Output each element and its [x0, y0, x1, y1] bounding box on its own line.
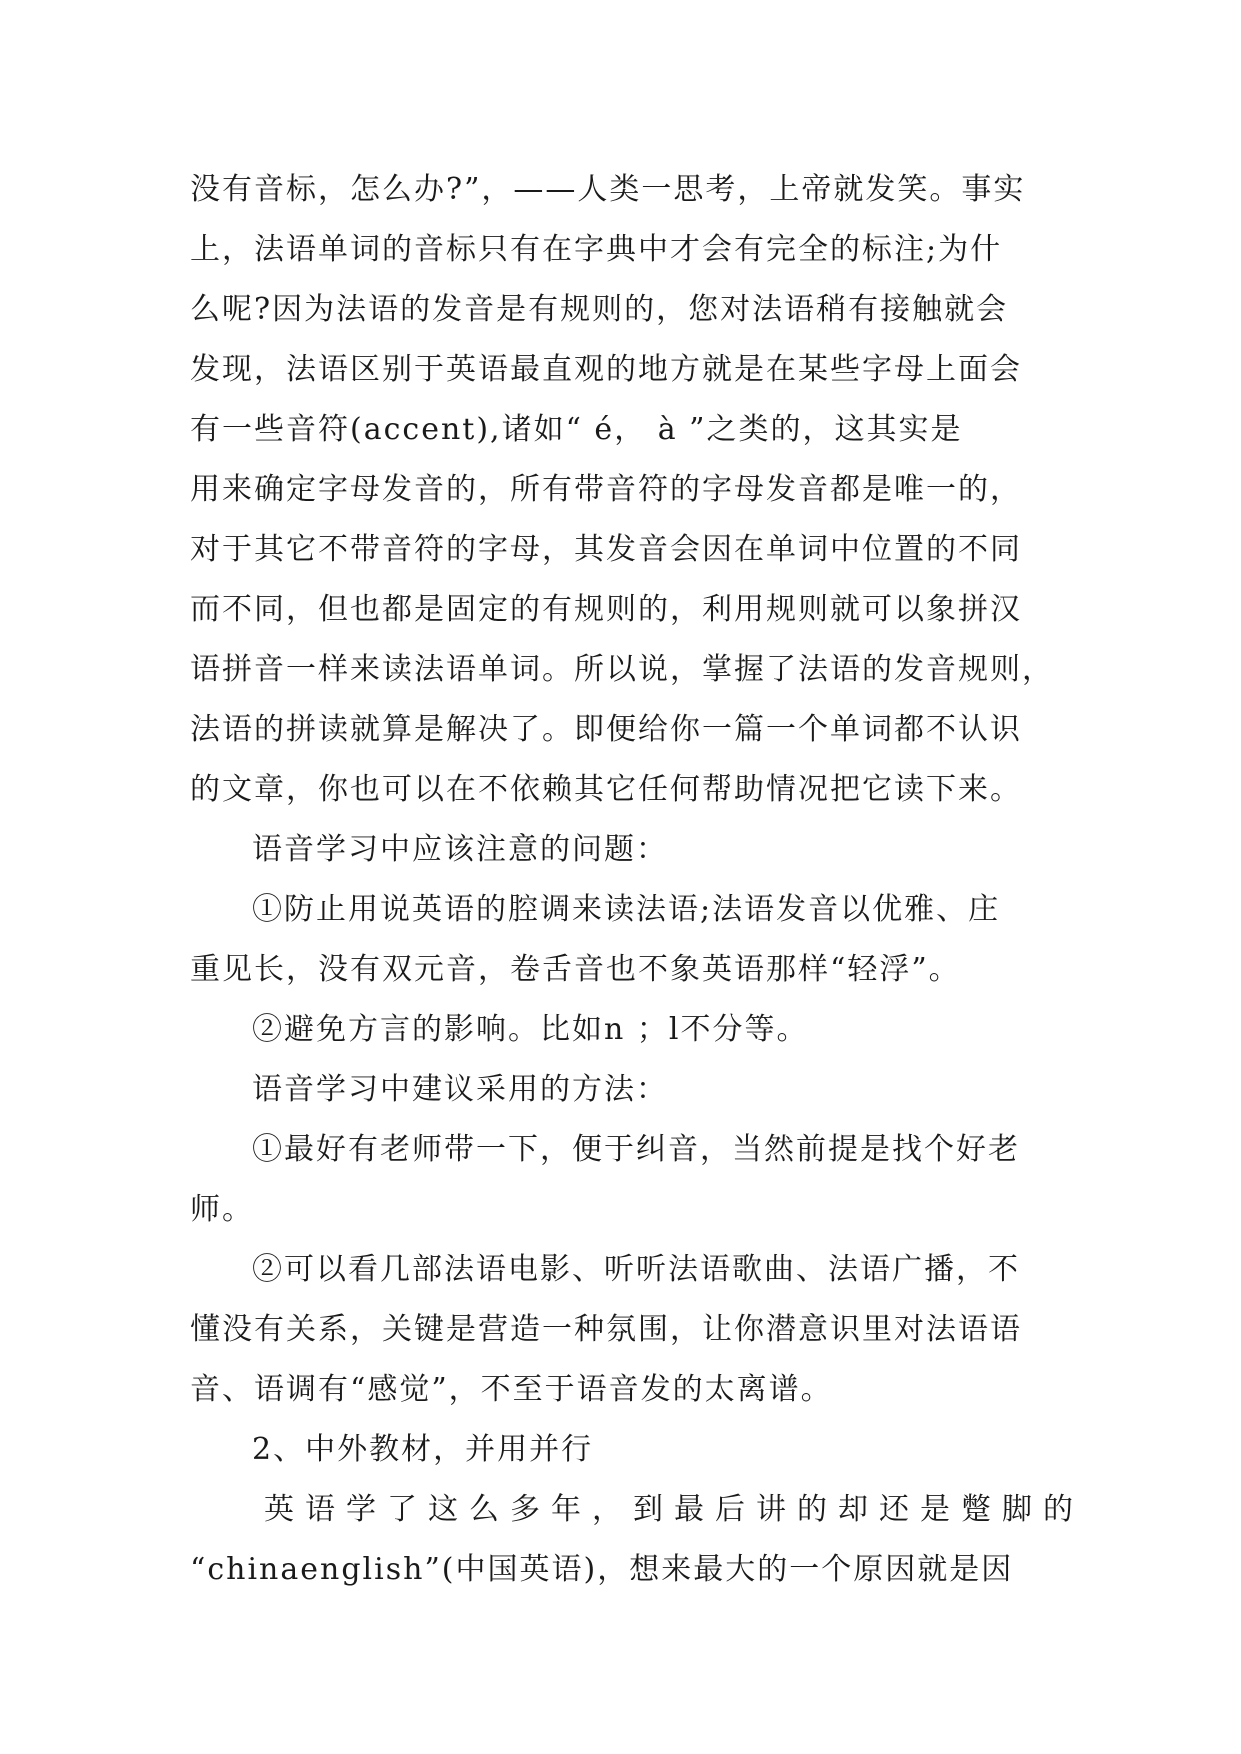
text-line: 法语的拼读就算是解决了。即便给你一篇一个单词都不认识	[190, 712, 1022, 747]
text-line: 英语学了这么多年，到最后讲的却还是蹩脚的	[264, 1492, 1084, 1527]
text-line: ①防止用说英语的腔调来读法语;法语发音以优雅、庄	[252, 892, 1001, 927]
text-line: 而不同，但也都是固定的有规则的，利用规则就可以象拼汉	[190, 592, 1022, 627]
text-line: “chinaenglish”(中国英语)，想来最大的一个原因就是因	[190, 1552, 1014, 1587]
text-line: 上，法语单词的音标只有在字典中才会有完全的标注;为什	[190, 232, 1003, 267]
text-line: ②可以看几部法语电影、听听法语歌曲、法语广播，不	[252, 1252, 1020, 1287]
text-line: 没有音标，怎么办?”，——人类一思考，上帝就发笑。事实	[190, 172, 1026, 207]
text-line: 师。	[190, 1192, 254, 1227]
text-line: ②避免方言的影响。比如n ；l不分等。	[252, 1012, 809, 1047]
text-line: 发现，法语区别于英语最直观的地方就是在某些字母上面会	[190, 352, 1022, 387]
section-heading: 语音学习中应该注意的问题：	[252, 832, 668, 867]
text-line: ①最好有老师带一下，便于纠音，当然前提是找个好老	[252, 1132, 1020, 1167]
document-body	[190, 160, 1084, 1600]
section-heading: 2、中外教材，并用并行	[252, 1432, 594, 1467]
text-line: 重见长，没有双元音，卷舌音也不象英语那样“轻浮”。	[190, 952, 961, 987]
text-line: 对于其它不带音符的字母，其发音会因在单词中位置的不同	[190, 532, 1022, 567]
text-line: 懂没有关系，关键是营造一种氛围，让你潜意识里对法语语	[190, 1312, 1022, 1347]
text-line: 音、语调有“感觉”，不至于语音发的太离谱。	[190, 1372, 833, 1407]
section-heading: 语音学习中建议采用的方法：	[252, 1072, 668, 1107]
text-line: 么呢?因为法语的发音是有规则的，您对法语稍有接触就会	[190, 292, 1009, 327]
text-line: 语拼音一样来读法语单词。所以说，掌握了法语的发音规则，	[190, 652, 1054, 687]
text-line: 有一些音符(accent),诸如“ é， à ”之类的，这其实是	[190, 412, 963, 447]
text-line: 用来确定字母发音的，所有带音符的字母发音都是唯一的，	[190, 472, 1022, 507]
text-line: 的文章，你也可以在不依赖其它任何帮助情况把它读下来。	[190, 772, 1022, 807]
